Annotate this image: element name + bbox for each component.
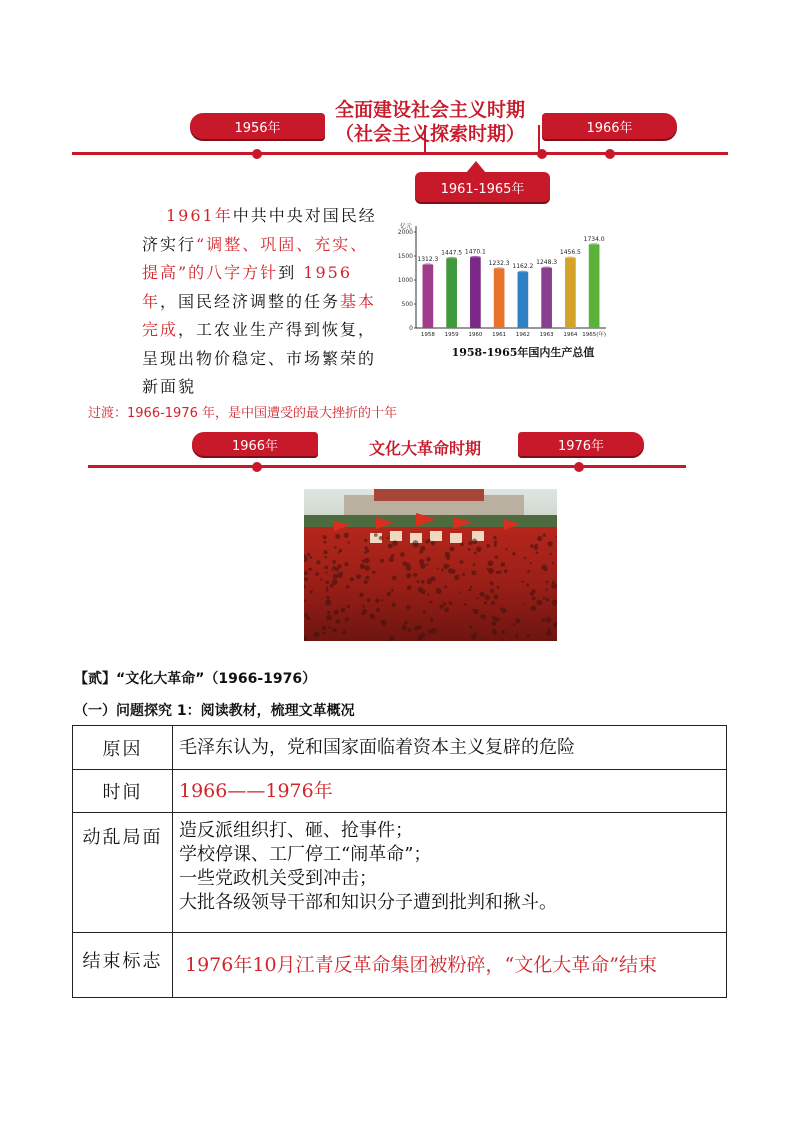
table-row <box>73 726 727 770</box>
eight-character-policy: “调整、巩固、充实、提高”的八字方针 <box>142 234 369 282</box>
bar-top <box>589 243 600 246</box>
x-tick-label: 1962 <box>515 332 530 338</box>
bar <box>470 257 481 328</box>
x-tick-label: 1963 <box>539 332 554 338</box>
text-segment: ，国民经济调整的任务 <box>160 291 341 311</box>
cultural-revolution-rally-photo <box>304 489 557 641</box>
timeline-dot <box>252 149 262 159</box>
bar <box>423 265 434 328</box>
data-label: 1447.5 <box>441 249 463 257</box>
x-tick-label: 1959 <box>444 332 459 338</box>
timeline-dot <box>252 462 262 472</box>
bar <box>518 272 529 328</box>
text-segment: 中共中央对国民经济实行 <box>142 206 377 254</box>
row-value-turmoil <box>173 813 727 933</box>
x-tick-label: 1965(年) <box>582 332 607 338</box>
bar <box>589 245 600 328</box>
timeline-2-right-year: 1976年 <box>518 432 644 456</box>
row-label-turmoil: 动乱局面 <box>73 813 173 933</box>
bar-top <box>423 263 434 266</box>
turmoil-line: 大批各级领导干部和知识分子遭到批判和揪斗。 <box>179 892 557 913</box>
economic-adjustment-paragraph <box>142 202 384 402</box>
timeline-1-bracket <box>424 125 540 153</box>
section-heading: 【贰】“文化大革命”（1966-1976） <box>74 671 317 687</box>
turmoil-line: 一些党政机关受到冲击； <box>179 868 377 889</box>
timeline-2-left-year: 1966年 <box>192 432 318 456</box>
bar <box>494 269 505 328</box>
turmoil-line: 造反派组织打、砸、抢事件； <box>179 820 413 841</box>
bar-top <box>494 267 505 270</box>
y-axis-unit: 亿元 <box>400 223 413 230</box>
timeline-2-title: 文化大革命时期 <box>368 439 481 458</box>
gdp-chart-svg <box>394 218 614 344</box>
data-label: 1162.2 <box>512 263 534 271</box>
row-value-end: 1976年10月江青反革命集团被粉碎，“文化大革命”结束 <box>173 933 727 998</box>
table-row <box>73 813 727 933</box>
bar <box>446 259 457 328</box>
data-label: 1232.3 <box>488 259 510 267</box>
y-tick-label: 0 <box>409 325 413 332</box>
data-label: 1734.0 <box>583 235 605 243</box>
table-row <box>73 770 727 813</box>
turmoil-line: 学校停课、工厂停工“闹革命”； <box>179 844 432 865</box>
chart-caption: 1958-1965年国内生产总值 <box>451 346 595 359</box>
text-segment: ，工农业生产得到恢复，呈现出物价稳定、市场繁荣的新面貌 <box>142 320 377 396</box>
timeline-1-title-line1: 全面建设社会主义时期 <box>334 99 525 121</box>
timeline-1-sub-year: 1961-1965年 <box>415 172 550 202</box>
bar-top <box>446 257 457 260</box>
data-label: 1456.5 <box>559 249 581 257</box>
x-tick-label: 1964 <box>563 332 578 338</box>
timeline-line-2 <box>88 465 686 468</box>
cultural-revolution-table <box>72 725 727 998</box>
x-tick-label: 1958 <box>420 332 435 338</box>
bar <box>541 268 552 328</box>
timeline-line-1 <box>72 152 728 155</box>
year-1956: 1956年 <box>142 263 353 311</box>
x-tick-label: 1961 <box>492 332 507 338</box>
y-tick-label: 500 <box>401 301 413 308</box>
timeline-1-title-line2: （社会主义探索时期） <box>334 123 525 145</box>
section-subheading: （一）问题探究 1：阅读教材，梳理文革概况 <box>74 703 355 719</box>
data-label: 1470.1 <box>464 248 486 256</box>
basically-completed: 基本完成 <box>142 291 377 339</box>
bar-top <box>470 256 481 259</box>
timeline-1-left-year: 1956年 <box>190 113 325 139</box>
bar-top <box>541 266 552 269</box>
bar-top <box>565 256 576 259</box>
gdp-chart <box>394 218 614 344</box>
row-label-end: 结束标志 <box>73 933 173 998</box>
y-tick-label: 2000 <box>397 229 413 236</box>
y-tick-label: 1000 <box>397 277 413 284</box>
data-label: 1248.3 <box>536 259 558 267</box>
bar <box>565 258 576 328</box>
timeline-dot <box>605 149 615 159</box>
row-value-cause: 毛泽东认为，党和国家面临着资本主义复辟的危险 <box>173 726 727 770</box>
table-row <box>73 933 727 998</box>
row-label-cause: 原因 <box>73 726 173 770</box>
y-tick-label: 1500 <box>397 253 413 260</box>
timeline-1-right-year: 1966年 <box>542 113 677 139</box>
row-label-time: 时间 <box>73 770 173 813</box>
bar-top <box>518 271 529 274</box>
data-label: 1312.3 <box>417 256 439 264</box>
text-segment: 到 <box>278 263 297 282</box>
transition-text: 过渡：1966-1976 年，是中国遭受的最大挫折的十年 <box>88 406 397 421</box>
rally-image <box>304 489 557 641</box>
x-tick-label: 1960 <box>468 332 483 338</box>
row-value-time: 1966——1976年 <box>173 770 727 813</box>
timeline-dot <box>574 462 584 472</box>
year-1961: 1961年 <box>166 206 233 225</box>
